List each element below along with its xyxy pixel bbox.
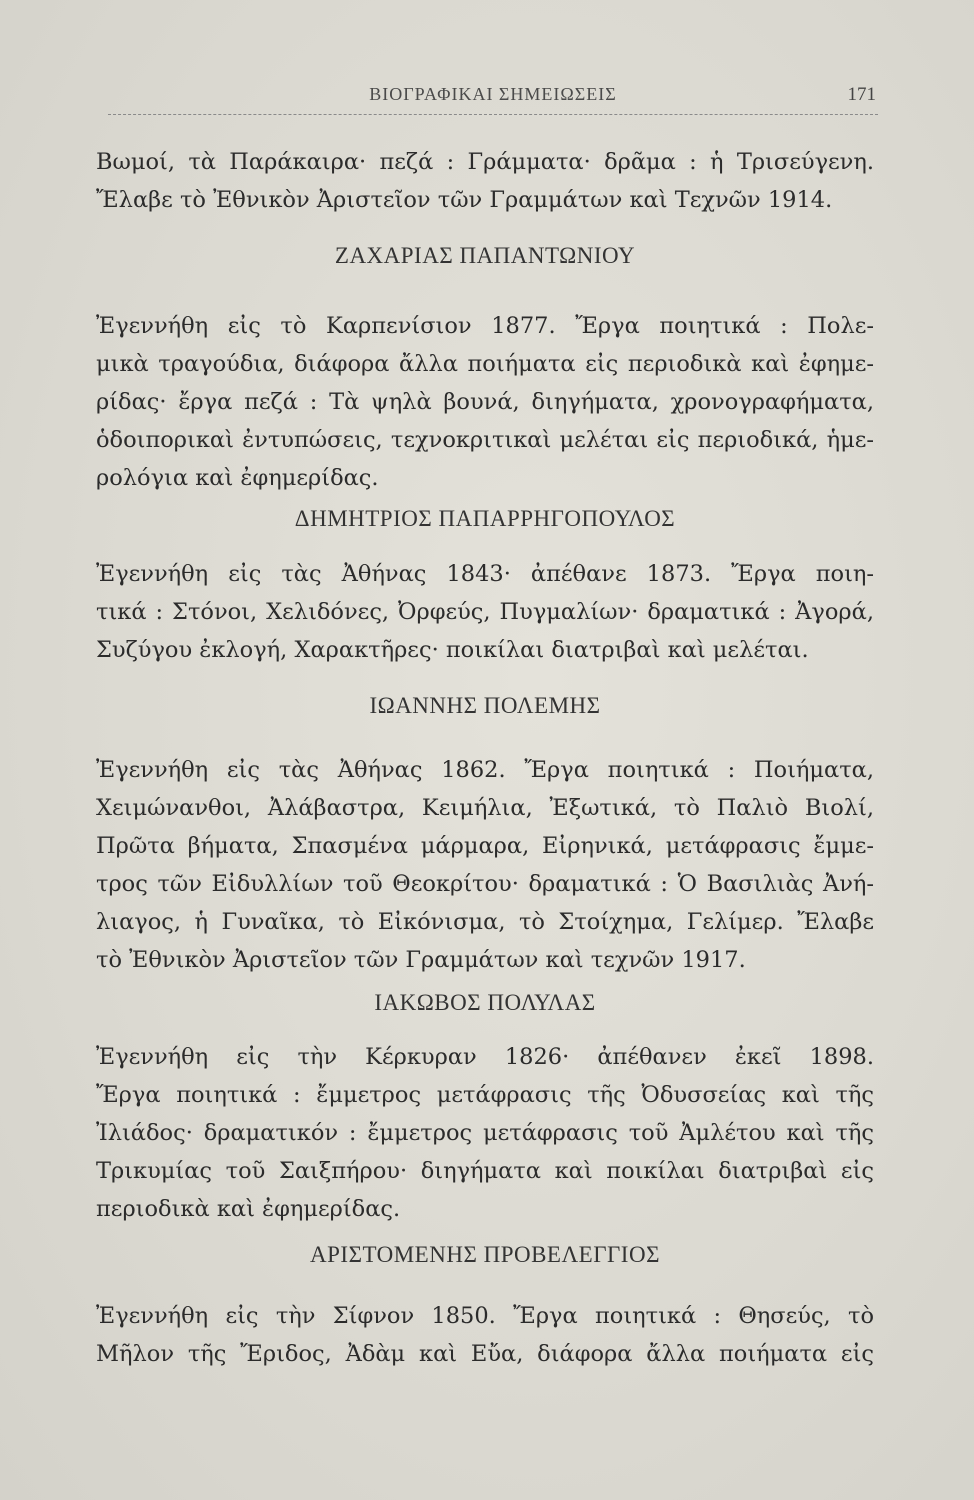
text-line: Συζύγου ἐκλογή, Χαρακτῆρες· ποικίλαι διατριβαὶ καὶ μελέται. <box>96 637 809 663</box>
text-line: Χειμώνανθοι, Ἀλάβαστρα, Κειμήλια, Ἐξωτικά, τὸ Παλιὸ Βιολί, <box>96 795 874 821</box>
entry-body-provelengios <box>96 1297 874 1373</box>
text-line: Ἐγεννήθη εἰς τὸ Καρπενίσιον 1877. Ἔργα ποιητικά : Πολε- <box>96 313 874 339</box>
text-line: τὸ Ἐθνικὸν Ἀριστεῖον τῶν Γραμμάτων καὶ τεχνῶν 1917. <box>96 947 746 973</box>
text-line: ὁδοιπορικαὶ ἐντυπώσεις, τεχνοκριτικαὶ μελέται εἰς περιοδικά, ἡμε- <box>96 427 874 453</box>
header-rule <box>108 114 878 115</box>
text-line: λιαγος, ἡ Γυναῖκα, τὸ Εἰκόνισμα, τὸ Στοίχημα, Γελίμερ. Ἔλαβε <box>96 909 874 935</box>
entry-heading-paparrigopoulos: ΔΗΜΗΤΡΙΟΣ ΠΑΠΑΡΡΗΓΟΠΟΥΛΟΣ <box>294 506 676 531</box>
entry-heading-papantoniou: ΖΑΧΑΡΙΑΣ ΠΑΠΑΝΤΩΝΙΟΥ <box>334 243 636 268</box>
text-line: Ἐγεννήθη εἰς τὴν Σίφνον 1850. Ἔργα ποιητικά : Θησεύς, τὸ <box>96 1303 874 1329</box>
text-line: Τρικυμίας τοῦ Σαιξπήρου· διηγήματα καὶ ποικίλαι διατριβαὶ εἰς <box>96 1158 874 1184</box>
text-line: τρος τῶν Εἰδυλλίων τοῦ Θεοκρίτου· δραματικά : Ὁ Βασιλιὰς Ἀνή- <box>96 871 874 897</box>
entry-body-papantoniou <box>96 307 874 497</box>
text-line: ρίδας· ἔργα πεζά : Τὰ ψηλὰ βουνά, διηγήματα, χρονογραφήματα, <box>96 389 874 415</box>
text-line: Ἐγεννήθη εἰς τὴν Κέρκυραν 1826· ἀπέθανεν ἐκεῖ 1898. <box>96 1044 874 1070</box>
running-title: ΒΙΟΓΡΑΦΙΚΑΙ ΣΗΜΕΙΩΣΕΙΣ <box>369 84 617 104</box>
entry-heading-polylas: ΙΑΚΩΒΟΣ ΠΟΛΥΛΑΣ <box>374 990 596 1015</box>
text-line: τικά : Στόνοι, Χελιδόνες, Ὀρφεύς, Πυγμαλίων· δραματικά : Ἀγορά, <box>96 599 874 625</box>
text-line: Ἔλαβε τὸ Ἐθνικὸν Ἀριστεῖον τῶν Γραμμάτων καὶ Τεχνῶν 1914. <box>96 187 833 213</box>
entry-body-polylas <box>96 1038 874 1228</box>
entry-body-paparrigopoulos <box>96 555 874 669</box>
page-number: 171 <box>847 84 876 105</box>
text-line: περιοδικὰ καὶ ἐφημερίδας. <box>96 1196 401 1222</box>
text-line: Μῆλον τῆς Ἔριδος, Ἀδὰμ καὶ Εὔα, διάφορα ἄλλα ποιήματα εἰς <box>96 1341 874 1367</box>
text-line: Βωμοί, τὰ Παράκαιρα· πεζά : Γράμματα· δρᾶμα : ἡ Τρισεύγενη. <box>96 149 874 175</box>
paragraph-continuation <box>96 143 874 219</box>
entry-heading-polemis: ΙΩΑΝΝΗΣ ΠΟΛΕΜΗΣ <box>369 693 601 718</box>
text-line: Ἔργα ποιητικά : ἔμμετρος μετάφρασις τῆς Ὀδυσσείας καὶ τῆς <box>96 1082 874 1108</box>
text-line: Πρῶτα βήματα, Σπασμένα μάρμαρα, Εἰρηνικά, μετάφρασις ἔμμε- <box>96 833 874 859</box>
text-line: μικὰ τραγούδια, διάφορα ἄλλα ποιήματα εἰς περιοδικὰ καὶ ἐφημε- <box>96 351 874 377</box>
text-line: Ἰλιάδος· δραματικόν : ἔμμετρος μετάφρασις τοῦ Ἀμλέτου καὶ τῆς <box>96 1120 874 1146</box>
text-line: ρολόγια καὶ ἐφημερίδας. <box>96 465 379 491</box>
running-header <box>108 80 878 116</box>
entry-heading-provelengios: ΑΡΙΣΤΟΜΕΝΗΣ ΠΡΟΒΕΛΕΓΓΙΟΣ <box>310 1242 660 1267</box>
text-line: Ἐγεννήθη εἰς τὰς Ἀθήνας 1843· ἀπέθανε 1873. Ἔργα ποιη- <box>96 561 874 587</box>
text-line: Ἐγεννήθη εἰς τὰς Ἀθήνας 1862. Ἔργα ποιητικά : Ποιήματα, <box>96 757 874 783</box>
entry-body-polemis <box>96 751 874 979</box>
